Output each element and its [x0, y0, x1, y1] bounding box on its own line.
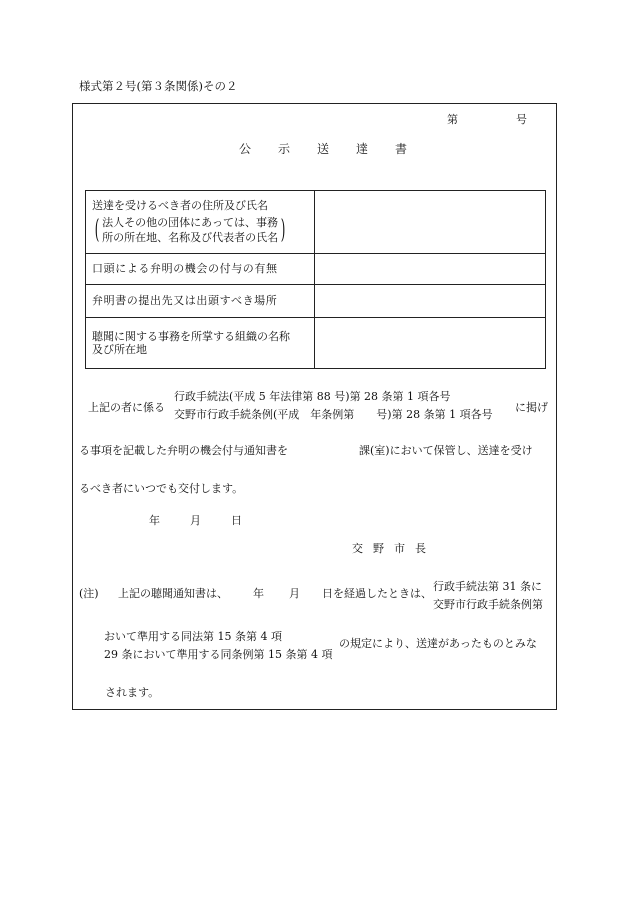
left-bracket: (: [94, 214, 100, 245]
bracket-line: 所の所在地、名称及び代表者の氏名: [102, 230, 279, 244]
note-text: 上記の聴聞通知書は、: [118, 587, 228, 600]
row-label-line: 及び所在地: [92, 343, 147, 356]
row-value[interactable]: [315, 254, 546, 285]
row-label: 弁明書の提出先又は出頭すべき場所: [86, 285, 315, 318]
bracket-line: 法人その他の団体にあっては、事務: [102, 215, 279, 229]
number-suffix: 号: [516, 113, 527, 126]
note-year: 年: [253, 587, 264, 600]
body-text: 上記の者に係る: [88, 401, 165, 414]
note-month: 月: [289, 587, 300, 600]
alternative-line: 29 条において準用する同条例第 15 条第 4 項: [104, 648, 333, 661]
alternative-line: 行政手続法(平成 5 年法律第 88 号)第 28 条第 1 項各号: [174, 390, 451, 403]
table-row: [86, 254, 546, 285]
bracket-note: [92, 215, 308, 245]
table-row: [86, 318, 546, 369]
alternative-line: 交野市行政手続条例(平成 年条例第 号)第 28 条第 1 項各号: [174, 408, 493, 421]
table-row: [86, 285, 546, 318]
note-alternatives: [104, 628, 332, 664]
row-label: 口頭による弁明の機会の付与の有無: [86, 254, 315, 285]
alternative-line: 行政手続法第 31 条に: [433, 580, 542, 593]
alternative-line: 交野市行政手続条例第: [433, 598, 543, 611]
form-label: 様式第２号(第３条関係)その２: [79, 79, 238, 93]
note-alternatives: [433, 578, 543, 614]
note-text: 日を経過したときは、: [322, 587, 432, 600]
date-day: 日: [231, 514, 242, 527]
row-label-line: 聴聞に関する事務を所掌する組織の名称: [92, 329, 290, 343]
alternative-line: おいて準用する同法第 15 条第 4 項: [104, 630, 282, 643]
signature: 交野市長: [352, 542, 436, 555]
body-text: 課(室)において保管し、送達を受け: [359, 444, 533, 457]
document-title: 公示送達書: [239, 142, 435, 156]
number-prefix: 第: [447, 113, 458, 126]
row-value[interactable]: [315, 318, 546, 369]
body-text: るべき者にいつでも交付します。: [79, 482, 244, 495]
row-value[interactable]: [315, 191, 546, 254]
note-text: の規定により、送達があったものとみな: [339, 637, 537, 650]
date-month: 月: [190, 514, 201, 527]
body-alternatives: [174, 388, 493, 424]
table-row: [86, 191, 546, 254]
note-mark: (注): [79, 587, 99, 600]
right-bracket: ): [280, 214, 286, 245]
body-text: る事項を記載した弁明の機会付与通知書を: [79, 444, 288, 457]
note-text: されます。: [105, 686, 160, 699]
info-table: [85, 190, 546, 369]
document-number: [447, 113, 527, 126]
row-value[interactable]: [315, 285, 546, 318]
row-label: [86, 191, 315, 254]
date-line: [149, 514, 242, 527]
row-label-line: 送達を受けるべき者の住所及び氏名: [92, 199, 268, 213]
row-label: [86, 318, 315, 369]
body-text: に掲げ: [515, 401, 548, 414]
date-year: 年: [149, 514, 160, 527]
